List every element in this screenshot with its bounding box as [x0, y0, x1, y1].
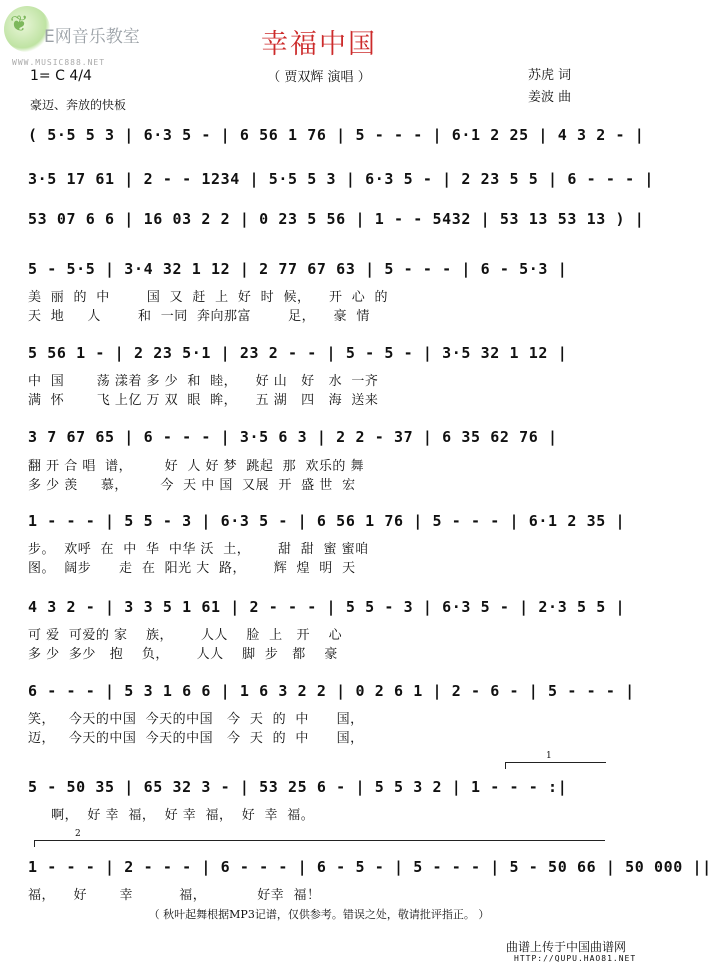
- lyric-line: 迈， 今天的中国 今天的中国 今 天 的 中 国，: [28, 731, 364, 746]
- leaf-icon: ❦: [10, 12, 29, 37]
- logo-brand: E网音乐教室: [44, 27, 140, 47]
- score-line: 5 56 1 - | 2 23 5·1 | 23 2 - - | 5 - 5 - | 3·5 32 1 12 |: [28, 344, 568, 362]
- lyric-line: 图。 阔步 走 在 阳光 大 路， 辉 煌 明 天: [28, 561, 356, 576]
- tempo-marking: 豪迈、奔放的快板: [30, 98, 127, 112]
- lyric-line: 中 国 荡 漾着 多 少 和 睦， 好 山 好 水 一齐: [28, 374, 379, 389]
- page-title: 幸福中国: [261, 29, 377, 60]
- lyric-line: 步。 欢呼 在 中 华 中华 沃 土， 甜 甜 蜜 蜜咱: [28, 542, 369, 557]
- lyric-line: 多 少 羡 慕， 今 天 中 国 又展 开 盛 世 宏: [28, 478, 356, 493]
- score-line: 53 07 6 6 | 16 03 2 2 | 0 23 5 56 | 1 - - 5432 | 53 13 53 13 ) |: [28, 210, 645, 228]
- score-line: 3·5 17 61 | 2 - - 1234 | 5·5 5 3 | 6·3 5 - | 2 23 5 5 | 6 - - - |: [28, 170, 654, 188]
- volta-number: 2: [75, 829, 81, 839]
- key-signature: 1= C 4/4: [30, 68, 92, 84]
- score-line: 4 3 2 - | 3 3 5 1 61 | 2 - - - | 5 5 - 3 | 6·3 5 - | 2·3 5 5 |: [28, 598, 626, 616]
- score-line: 5 - 50 35 | 65 32 3 - | 53 25 6 - | 5 5 3 2 | 1 - - - :|: [28, 778, 568, 796]
- watermark: 曲谱上传于中国曲谱网: [506, 940, 627, 954]
- composer: 姜波 曲: [528, 90, 572, 105]
- score-line: 5 - 5·5 | 3·4 32 1 12 | 2 77 67 63 | 5 - - - | 6 - 5·3 |: [28, 260, 568, 278]
- lyric-line: 翻 开 合 唱 谱， 好 人 好 梦 跳起 那 欢乐的 舞: [28, 459, 365, 474]
- lyric-line: 啊， 好 幸 福， 好 幸 福， 好 幸 福。: [28, 808, 315, 823]
- volta-bracket-1: [505, 751, 606, 769]
- watermark-url: HTTP://QUPU.HAO81.NET: [514, 954, 637, 963]
- score-line: 6 - - - | 5 3 1 6 6 | 1 6 3 2 2 | 0 2 6 1 | 2 - 6 - | 5 - - - |: [28, 682, 635, 700]
- lyricist: 苏虎 词: [528, 68, 572, 83]
- score-line: 1 - - - | 2 - - - | 6 - - - | 6 - 5 - | 5 - - - | 5 - 50 66 | 50 000 ||: [28, 858, 712, 876]
- score-line: 3 7 67 65 | 6 - - - | 3·5 6 3 | 2 2 - 37 | 6 35 62 76 |: [28, 428, 558, 446]
- lyric-line: 福， 好 幸 福， 好幸 福！: [28, 888, 321, 903]
- lyric-line: 可 爱 可爱的 家 族， 人人 脸 上 开 心: [28, 628, 343, 643]
- lyric-line: 笑， 今天的中国 今天的中国 今 天 的 中 国，: [28, 712, 364, 727]
- singers: （ 贾双辉 演唱 ）: [267, 70, 371, 85]
- score-line: 1 - - - | 5 5 - 3 | 6·3 5 - | 6 56 1 76 | 5 - - - | 6·1 2 35 |: [28, 512, 626, 530]
- volta-bracket-2: [34, 829, 605, 847]
- lyric-line: 多 少 多少 抱 负， 人人 脚 步 都 豪: [28, 647, 338, 662]
- footnote: （ 秋叶起舞根据MP3记谱，仅供参考。错误之处，敬请批评指正。 ）: [148, 908, 490, 921]
- logo-url: WWW.MUSIC888.NET: [12, 58, 106, 67]
- volta-number: 1: [546, 751, 552, 761]
- lyric-line: 满 怀 飞 上亿 万 双 眼 眸， 五 湖 四 海 送来: [28, 393, 379, 408]
- lyric-line: 美 丽 的 中 国 又 赶 上 好 时 候， 开 心 的: [28, 290, 388, 305]
- lyric-line: 天 地 人 和 一同 奔向那富 足， 豪 情: [28, 309, 370, 324]
- score-line: ( 5·5 5 3 | 6·3 5 - | 6 56 1 76 | 5 - - - | 6·1 2 25 | 4 3 2 - |: [28, 126, 645, 144]
